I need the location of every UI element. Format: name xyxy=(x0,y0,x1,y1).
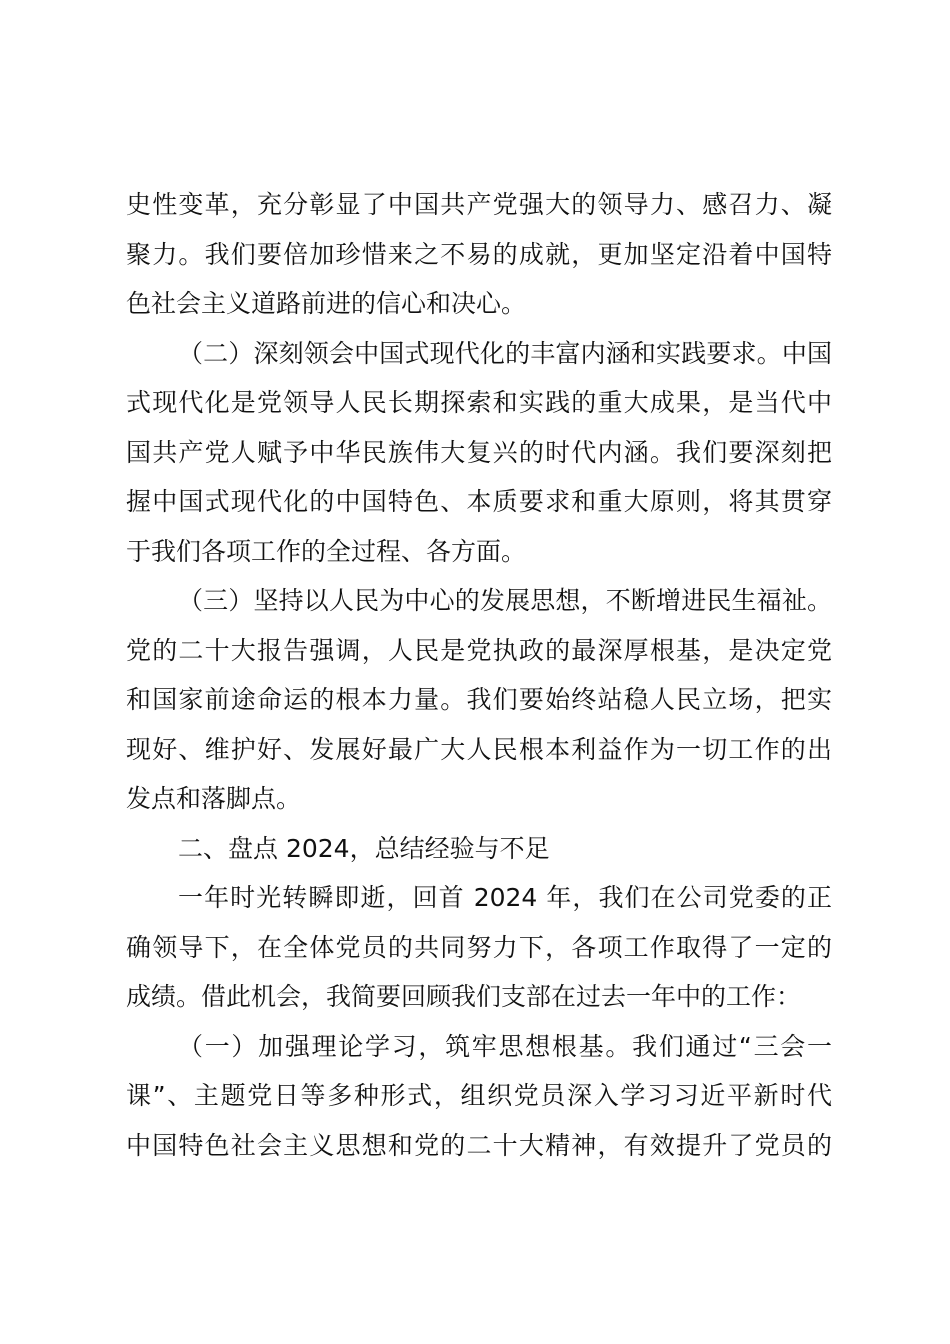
document-body xyxy=(126,180,832,1170)
text-line: 国共产党人赋予中华民族伟大复兴的时代内涵。我们要深刻把 xyxy=(126,437,832,467)
chapter-heading-line: 二、盘点 2024，总结经验与不足 xyxy=(178,833,550,863)
section-heading-line: （三）坚持以人民为中心的发展思想，不断增进民生福祉。 xyxy=(178,586,832,615)
text-line: 和国家前途命运的根本力量。我们要始终站稳人民立场，把实 xyxy=(126,685,832,714)
text-line: 色社会主义道路前进的信心和决心。 xyxy=(126,289,527,318)
text-line: 聚力。我们要倍加珍惜来之不易的成就，更加坚定沿着中国特 xyxy=(126,239,832,269)
text-line: 中国特色社会主义思想和党的二十大精神，有效提升了党员的 xyxy=(126,1130,832,1160)
text-line: 一年时光转瞬即逝，回首 2024 年，我们在公司党委的正 xyxy=(178,883,832,912)
text-line: 成绩。借此机会，我简要回顾我们支部在过去一年中的工作： xyxy=(126,982,802,1011)
text-line: 握中国式现代化的中国特色、本质要求和重大原则，将其贯穿 xyxy=(126,487,832,516)
text-line: 现好、维护好、发展好最广大人民根本利益作为一切工作的出 xyxy=(126,734,832,764)
text-line: 课”、主题党日等多种形式，组织党员深入学习习近平新时代 xyxy=(126,1081,832,1110)
text-line: 于我们各项工作的全过程、各方面。 xyxy=(126,536,527,566)
text-line: 发点和落脚点。 xyxy=(126,784,302,813)
text-line: 确领导下，在全体党员的共同努力下，各项工作取得了一定的 xyxy=(126,932,832,962)
section-heading-line: （二）深刻领会中国式现代化的丰富内涵和实践要求。中国 xyxy=(178,338,832,368)
text-line: 史性变革，充分彰显了中国共产党强大的领导力、感召力、凝 xyxy=(126,190,832,219)
text-line: 党的二十大报告强调，人民是党执政的最深厚根基，是决定党 xyxy=(126,635,832,665)
text-line: 式现代化是党领导人民长期探索和实践的重大成果，是当代中 xyxy=(126,388,832,417)
section-heading-line: （一）加强理论学习，筑牢思想根基。我们通过“三会一 xyxy=(178,1031,832,1061)
